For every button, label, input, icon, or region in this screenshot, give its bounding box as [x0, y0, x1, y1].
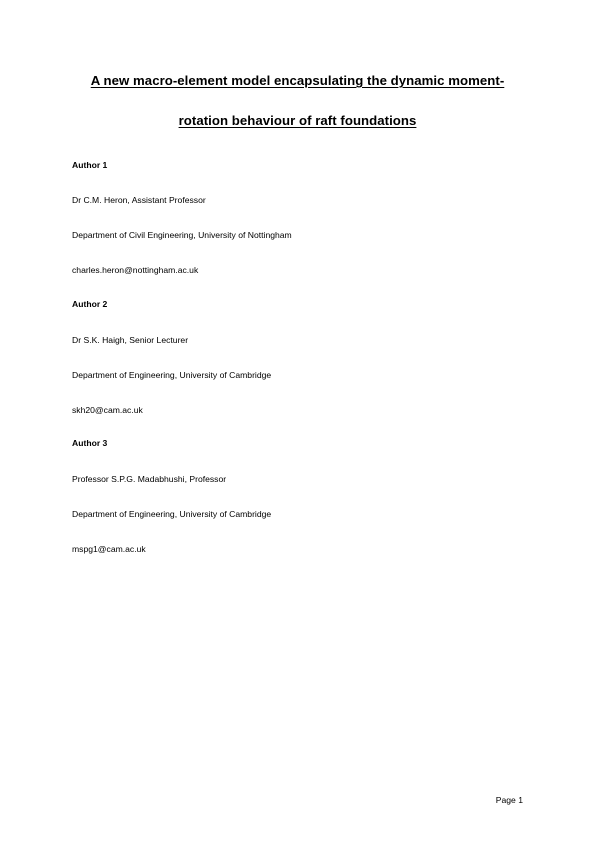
author-3-affiliation: Department of Engineering, University of Cambridge	[72, 509, 272, 519]
author-3-heading: Author 3	[72, 438, 108, 448]
paper-title-text-2: rotation behaviour of raft foundations	[178, 113, 417, 128]
author-3-email: mspg1@cam.ac.uk	[72, 544, 146, 554]
paper-title-line-2	[0, 112, 595, 130]
paper-title-line-1	[0, 72, 595, 90]
paper-title-text-1: A new macro-element model encapsulating the dynamic moment-	[90, 73, 505, 88]
author-3-name: Professor S.P.G. Madabhushi, Professor	[72, 474, 227, 484]
author-2-affiliation: Department of Engineering, University of Cambridge	[72, 370, 272, 380]
author-2-heading: Author 2	[72, 299, 108, 309]
author-1-name: Dr C.M. Heron, Assistant Professor	[72, 195, 206, 205]
author-2-name: Dr S.K. Haigh, Senior Lecturer	[72, 335, 189, 345]
author-1-email: charles.heron@nottingham.ac.uk	[72, 265, 199, 275]
page-number: Page 1	[495, 795, 523, 805]
author-1-heading: Author 1	[72, 160, 108, 170]
author-1-affiliation: Department of Civil Engineering, University of Nottingham	[72, 230, 292, 240]
author-2-email: skh20@cam.ac.uk	[72, 405, 143, 415]
